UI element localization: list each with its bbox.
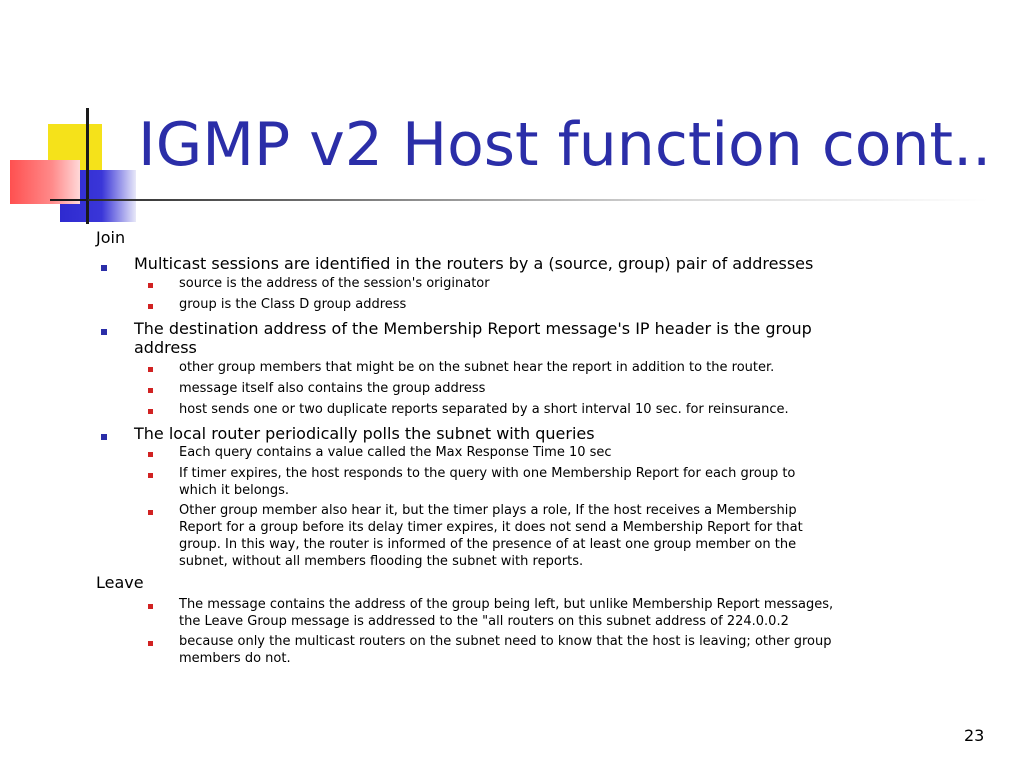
list-item: The local router periodically polls the subnet with queries [134, 424, 595, 443]
title-underline [88, 199, 988, 201]
sub-list-item-continuation: Report for a group before its delay timer expires, it does not send a Membership Report for that [179, 520, 803, 535]
list-item: Multicast sessions are identified in the routers by a (source, group) pair of addresses [134, 254, 814, 273]
bullet-icon [101, 265, 107, 271]
bullet-icon [148, 510, 153, 515]
sub-list-item: because only the multicast routers on the subnet need to know that the host is leaving; other group [179, 634, 832, 649]
bullet-icon [148, 473, 153, 478]
sub-list-item: If timer expires, the host responds to the query with one Membership Report for each group to [179, 466, 796, 481]
sub-list-item: other group members that might be on the subnet hear the report in addition to the router. [179, 360, 775, 375]
sub-list-item-continuation: which it belongs. [179, 483, 290, 498]
decorative-vertical-line [86, 108, 89, 224]
list-item-continuation: address [134, 338, 197, 357]
bullet-icon [148, 283, 153, 288]
bullet-icon [148, 452, 153, 457]
sub-list-item: The message contains the address of the group being left, but unlike Membership Report messages, [179, 597, 834, 612]
sub-list-item: Each query contains a value called the Max Response Time 10 sec [179, 445, 612, 460]
bullet-icon [148, 409, 153, 414]
section-heading-join: Join [96, 228, 126, 247]
list-item: The destination address of the Membership Report message's IP header is the group [134, 319, 812, 338]
sub-list-item: source is the address of the session's originator [179, 276, 490, 291]
bullet-icon [148, 604, 153, 609]
sub-list-item: message itself also contains the group address [179, 381, 486, 396]
sub-list-item-continuation: the Leave Group message is addressed to the "all routers on this subnet address of 224.0.0.2 [179, 614, 789, 629]
bullet-icon [101, 329, 107, 335]
sub-list-item-continuation: members do not. [179, 651, 291, 666]
sub-list-item: group is the Class D group address [179, 297, 407, 312]
slide-title: IGMP v2 Host function cont.. [138, 110, 992, 180]
bullet-icon [101, 434, 107, 440]
decorative-red-gradient-bar [10, 160, 80, 204]
page-number: 23 [964, 726, 985, 745]
section-heading-leave: Leave [96, 573, 144, 592]
bullet-icon [148, 367, 153, 372]
sub-list-item-continuation: group. In this way, the router is informed of the presence of at least one group member on the [179, 537, 797, 552]
sub-list-item: host sends one or two duplicate reports separated by a short interval 10 sec. for reinsurance. [179, 402, 789, 417]
bullet-icon [148, 388, 153, 393]
bullet-icon [148, 304, 153, 309]
sub-list-item: Other group member also hear it, but the timer plays a role, If the host receives a Membership [179, 503, 797, 518]
bullet-icon [148, 641, 153, 646]
sub-list-item-continuation: subnet, without all members flooding the subnet with reports. [179, 554, 584, 569]
